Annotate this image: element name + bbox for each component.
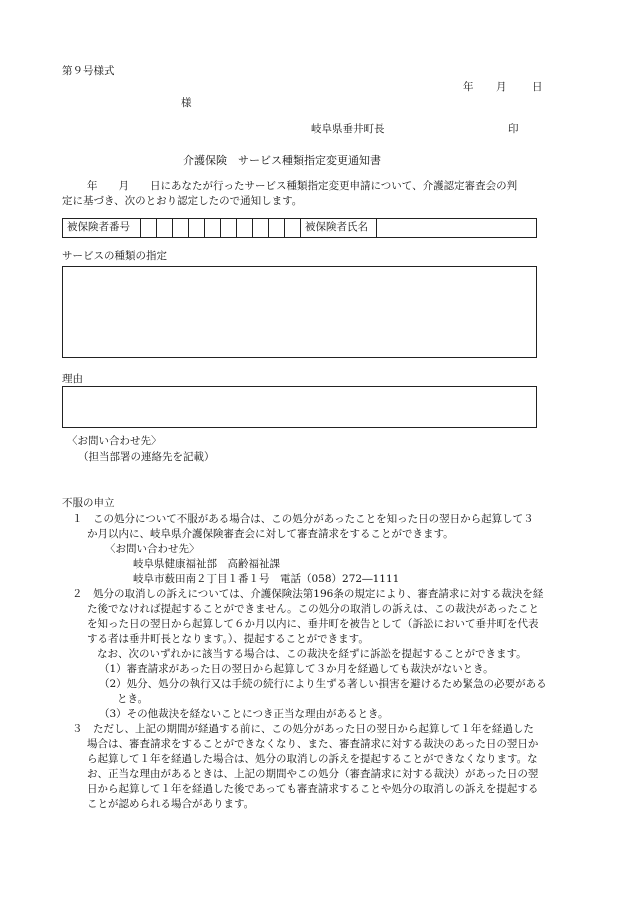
number-digit-box[interactable] — [269, 219, 285, 237]
contact-heading: 〈お問い合わせ先〉 — [67, 435, 162, 447]
appeal-line: （2）処分、処分の執行又は手続の続行により生ずる著しい損害を避けるため緊急の必要がある — [99, 678, 547, 690]
intro-line-1: 年 月 日にあなたが行ったサービス種類指定変更申請について、介護認定審査会の判 — [87, 180, 518, 192]
date-month-label: 月 — [496, 81, 507, 93]
number-digit-box[interactable] — [173, 219, 189, 237]
contact-note: （担当部署の連絡先を記載） — [78, 451, 215, 463]
issuer-name: 岐阜県垂井町長 — [311, 123, 385, 135]
form-number: 第９号様式 — [62, 65, 115, 77]
appeal-line: ことが認められる場合があります。 — [87, 798, 255, 810]
appeal-line: 日から起算して１年を経過した後であっても審査請求することや処分の取消しの訴えを提起する — [87, 783, 539, 795]
number-digit-box[interactable] — [285, 219, 301, 237]
intro-line-2: 定に基づき、次のとおり認定したので通知します。 — [62, 195, 303, 207]
date-day-label: 日 — [532, 81, 543, 93]
insured-name-field[interactable] — [377, 219, 536, 237]
appeal-line: を知った日の翌日から起算して６か月以内に、垂井町を被告として（訴訟において垂井町を代表 — [87, 618, 539, 630]
insured-id-table — [62, 218, 537, 238]
appeal-line: （1）審査請求があった日の翌日から起算して３か月を経過しても裁決がないとき。 — [99, 663, 494, 675]
insured-name-label-cell — [301, 219, 377, 237]
addressee-suffix: 様 — [181, 97, 192, 109]
appeal-line: 場合は、審査請求をすることができなくなり、また、審査請求に対する裁決のあった日の翌日か — [87, 738, 539, 750]
number-digit-box[interactable] — [157, 219, 173, 237]
number-digit-box[interactable] — [205, 219, 221, 237]
appeal-line: た後でなければ提起することができません。この処分の取消しの訴えは、この裁決があったこと — [87, 603, 540, 615]
service-section-label: サービスの種類の指定 — [62, 250, 167, 262]
seal-mark: 印 — [508, 123, 519, 135]
reason-section-label: 理由 — [62, 373, 83, 385]
appeal-contact-address: 岐阜市薮田南２丁目１番１号 電話（058）272―1111 — [133, 573, 400, 585]
appeal-line: なお、次のいずれかに該当する場合は、この裁決を経ずに訴訟を提起することができます。 — [97, 648, 527, 660]
appeal-contact-department: 岐阜県健康福祉部 高齢福祉課 — [133, 558, 280, 570]
number-digit-box[interactable] — [237, 219, 253, 237]
number-digit-box[interactable] — [253, 219, 269, 237]
insured-number-label-cell — [63, 219, 141, 237]
appeal-line: （3）その他裁決を経ないことにつき正当な理由があるとき。 — [99, 708, 389, 720]
appeal-line: か月以内に、岐阜県介護保険審査会に対して審査請求をすることができます。 — [87, 528, 454, 540]
appeal-line: ら起算して１年を経過した場合は、処分の取消しの訴えを提起することができなくなります。な — [87, 753, 538, 765]
appeal-contact-heading: 〈お問い合わせ先〉 — [105, 543, 200, 555]
appeal-line: する者は垂井町長となります。）、提起することができます。 — [87, 633, 369, 645]
document-title: 介護保険 サービス種類指定変更通知書 — [183, 154, 381, 167]
service-type-box[interactable] — [62, 266, 537, 358]
number-digit-box[interactable] — [189, 219, 205, 237]
appeal-line: ３ ただし、上記の期間が経過する前に、この処分があった日の翌日から起算して１年を経過した — [72, 723, 534, 735]
number-digit-box[interactable] — [221, 219, 237, 237]
insured-number-label: 被保険者番号 — [67, 221, 130, 234]
insured-name-label: 被保険者氏名 — [305, 221, 368, 234]
appeal-line: １ この処分について不服がある場合は、この処分があったことを知った日の翌日から起算して３ — [72, 513, 534, 525]
appeal-line: ２ 処分の取消しの訴えについては、介護保険法第196条の規定により、審査請求に対する裁決を経 — [72, 588, 544, 600]
appeal-line: とき。 — [117, 693, 149, 705]
reason-box[interactable] — [62, 386, 537, 428]
date-year-label: 年 — [463, 81, 474, 93]
appeal-line: お、正当な理由があるときは、上記の期間やこの処分（審査請求に対する裁決）があった日の翌 — [87, 768, 539, 780]
number-digit-box[interactable] — [141, 219, 157, 237]
appeal-heading: 不服の申立 — [62, 497, 115, 509]
